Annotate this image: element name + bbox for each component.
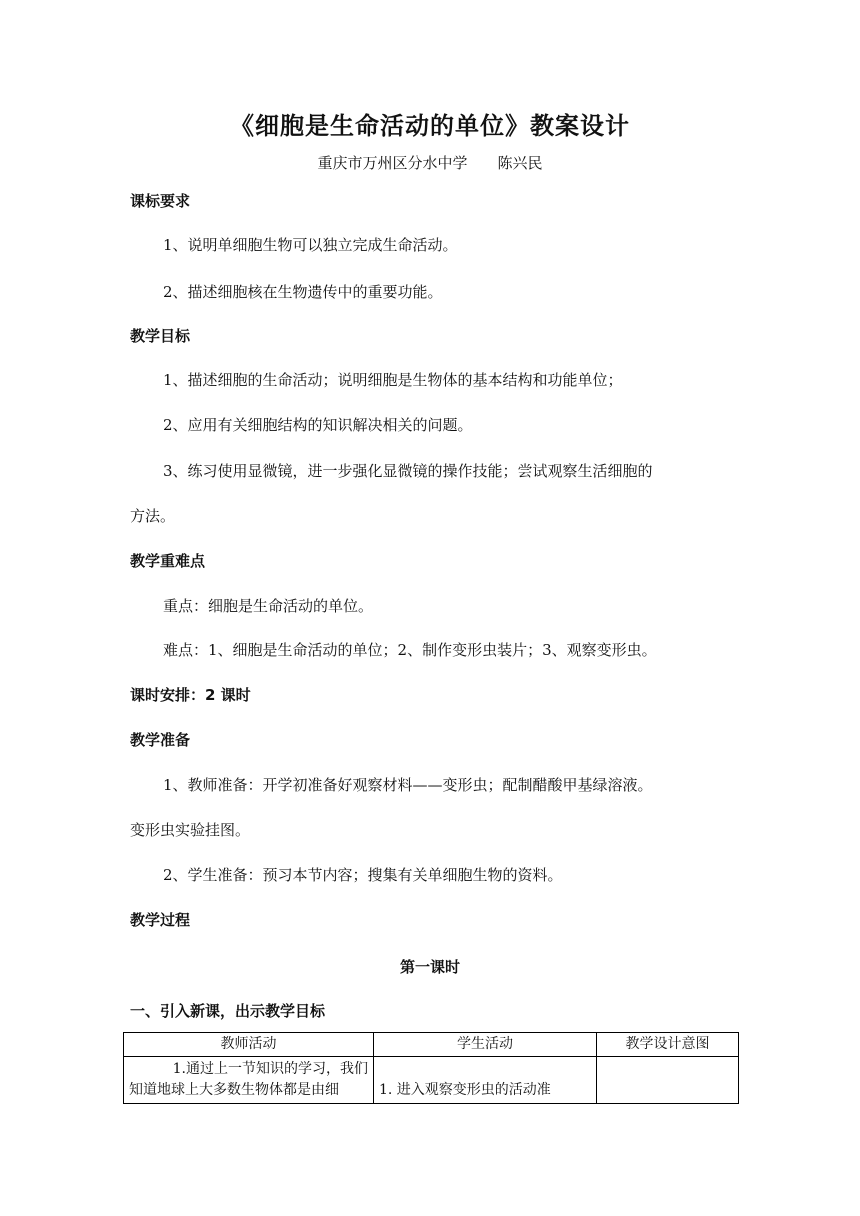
heading-key-difficult-points: 教学重难点 xyxy=(130,552,206,570)
objective-item-1: 1、描述细胞的生命活动；说明细胞是生物体的基本结构和功能单位； xyxy=(163,371,623,389)
cell-student-activity xyxy=(374,1057,597,1104)
table-header-row xyxy=(124,1033,739,1057)
cell-design-intent xyxy=(597,1057,739,1104)
curriculum-item-1: 1、说明单细胞生物可以独立完成生命活动。 xyxy=(163,236,458,254)
heading-curriculum-requirements: 课标要求 xyxy=(130,192,191,210)
table-row xyxy=(124,1057,739,1104)
header-student-activity: 学生活动 xyxy=(374,1033,597,1057)
key-point: 重点：细胞是生命活动的单位。 xyxy=(163,597,374,615)
heading-teaching-preparation: 教学准备 xyxy=(130,731,191,749)
difficult-point: 难点：1、细胞是生命活动的单位；2、制作变形虫装片；3、观察变形虫。 xyxy=(163,641,657,659)
preparation-teacher: 1、教师准备：开学初准备好观察材料——变形虫；配制醋酸甲基绿溶液。 xyxy=(163,776,653,794)
subheading-introduction: 一、引入新课，出示教学目标 xyxy=(130,1002,326,1020)
cell-teacher-activity xyxy=(124,1057,374,1104)
preparation-student: 2、学生准备：预习本节内容；搜集有关单细胞生物的资料。 xyxy=(163,866,563,884)
header-teacher-activity: 教师活动 xyxy=(124,1033,374,1057)
curriculum-item-2: 2、描述细胞核在生物遗传中的重要功能。 xyxy=(163,283,443,301)
preparation-teacher-continued: 变形虫实验挂图。 xyxy=(130,821,251,839)
document-title: 《细胞是生命活动的单位》教案设计 xyxy=(230,112,630,140)
objective-item-3: 3、练习使用显微镜，进一步强化显微镜的操作技能；尝试观察生活细胞的 xyxy=(163,462,653,480)
heading-teaching-objectives: 教学目标 xyxy=(130,327,191,345)
lesson-title: 第一课时 xyxy=(399,958,460,976)
author-school: 重庆市万州区分水中学 xyxy=(317,154,468,172)
student-line-1: 1. 进入观察变形虫的活动准 xyxy=(379,1082,551,1098)
teacher-line-2: 知道地球上大多数生物体都是由细 xyxy=(129,1082,339,1098)
author-line xyxy=(0,152,860,173)
activity-table xyxy=(123,1032,739,1104)
heading-teaching-process: 教学过程 xyxy=(130,911,191,929)
author-name: 陈兴民 xyxy=(497,154,543,172)
objective-item-2: 2、应用有关细胞结构的知识解决相关的问题。 xyxy=(163,416,473,434)
teacher-line-1: 1.通过上一节知识的学习，我们 xyxy=(172,1061,368,1077)
header-design-intent: 教学设计意图 xyxy=(597,1033,739,1057)
heading-class-hours: 课时安排：2 课时 xyxy=(130,686,251,704)
objective-item-3-continued: 方法。 xyxy=(130,507,176,525)
